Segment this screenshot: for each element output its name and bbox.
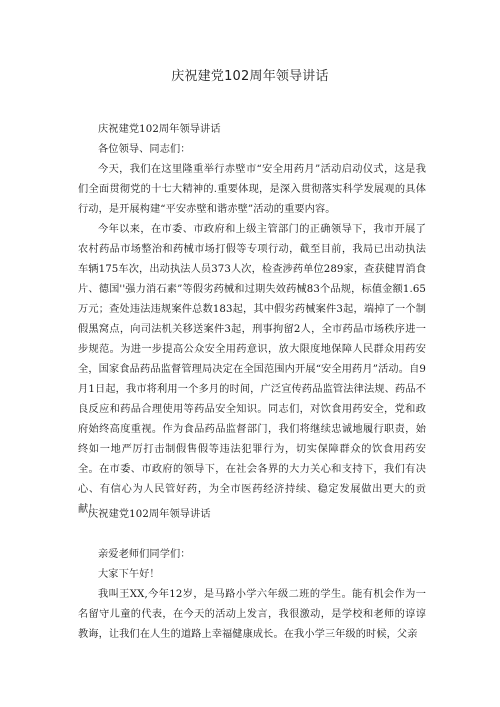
- section-heading: 庆祝建党102周年领导讲话: [98, 124, 221, 135]
- paragraph: 今年以来，在市委、市政府和上级主管部门的正确领导下，我市开展了农村药品市场整治和药械市场打假等专项行动，截至目前，我局已出动执法车辆175车次，出动执法人员373人次，检查涉药单位289家，查获健胃消食片、德国''强力消石素”等假劣药械和过期失效药械83个品规，标值金额1.65万元；查处违法违规案件总数183起，其中假劣药械案件3起，端掉了一个制假黑窝点，向司法机关移送案件3起，刑事拘留2人，全市药品市场秩序进一步规范。为进一步提高公众安全用药意识，放大限度地保障人民群众用药安全，国家食品药品监督管理局决定在全国范围内开展“安全用药月”活动。自9月1日起，我市将利用一个多月的时间，广泛宣传药品监管法律法规、药品不良反应和药品合理使用等药品安全知识。同志们，对饮食用药安全，党和政府始终高度重视。作为食品药品监督部门，我们将继续忠诚地履行职责，始终如一地严厉打击制假售假等违法犯罪行为，切实保障群众的饮食用药安全。在市委、市政府的领导下，在社会各界的大力关心和支持下，我们有决心、有信心为人民管好药，为全市医药经济持续、稳定发展做出更大的贡献！: [78, 224, 426, 515]
- speech-section-1: [78, 120, 426, 520]
- paragraph: 我叫王XX,今年12岁，是马路小学六年级二班的学生。能有机会作为一名留守儿童的代表，在今天的活动上发言，我很激动，是学校和老师的谆谆教诲，让我们在人生的道路上幸福健康成长。在我小学三年级的时候，父亲: [78, 589, 426, 640]
- greeting: 大家下午好！: [98, 569, 160, 580]
- speech-section-2: [78, 505, 426, 645]
- salutation: 亲爱老师们同学们：: [98, 549, 191, 560]
- spacer: [78, 525, 426, 545]
- document-title: 庆祝建党102周年领导讲话: [171, 69, 329, 84]
- section-heading: 庆祝建党102周年领导讲话: [88, 509, 211, 520]
- salutation: 各位领导、同志们：: [98, 144, 191, 155]
- paragraph: 今天，我们在这里隆重举行赤壁市“安全用药月”活动启动仪式，这是我们全面贯彻党的十七大精神的.重要体现，是深入贯彻落实科学发展观的具体行动，是开展构建“平安赤壁和谐赤壁”活动的重要内容。: [78, 164, 426, 215]
